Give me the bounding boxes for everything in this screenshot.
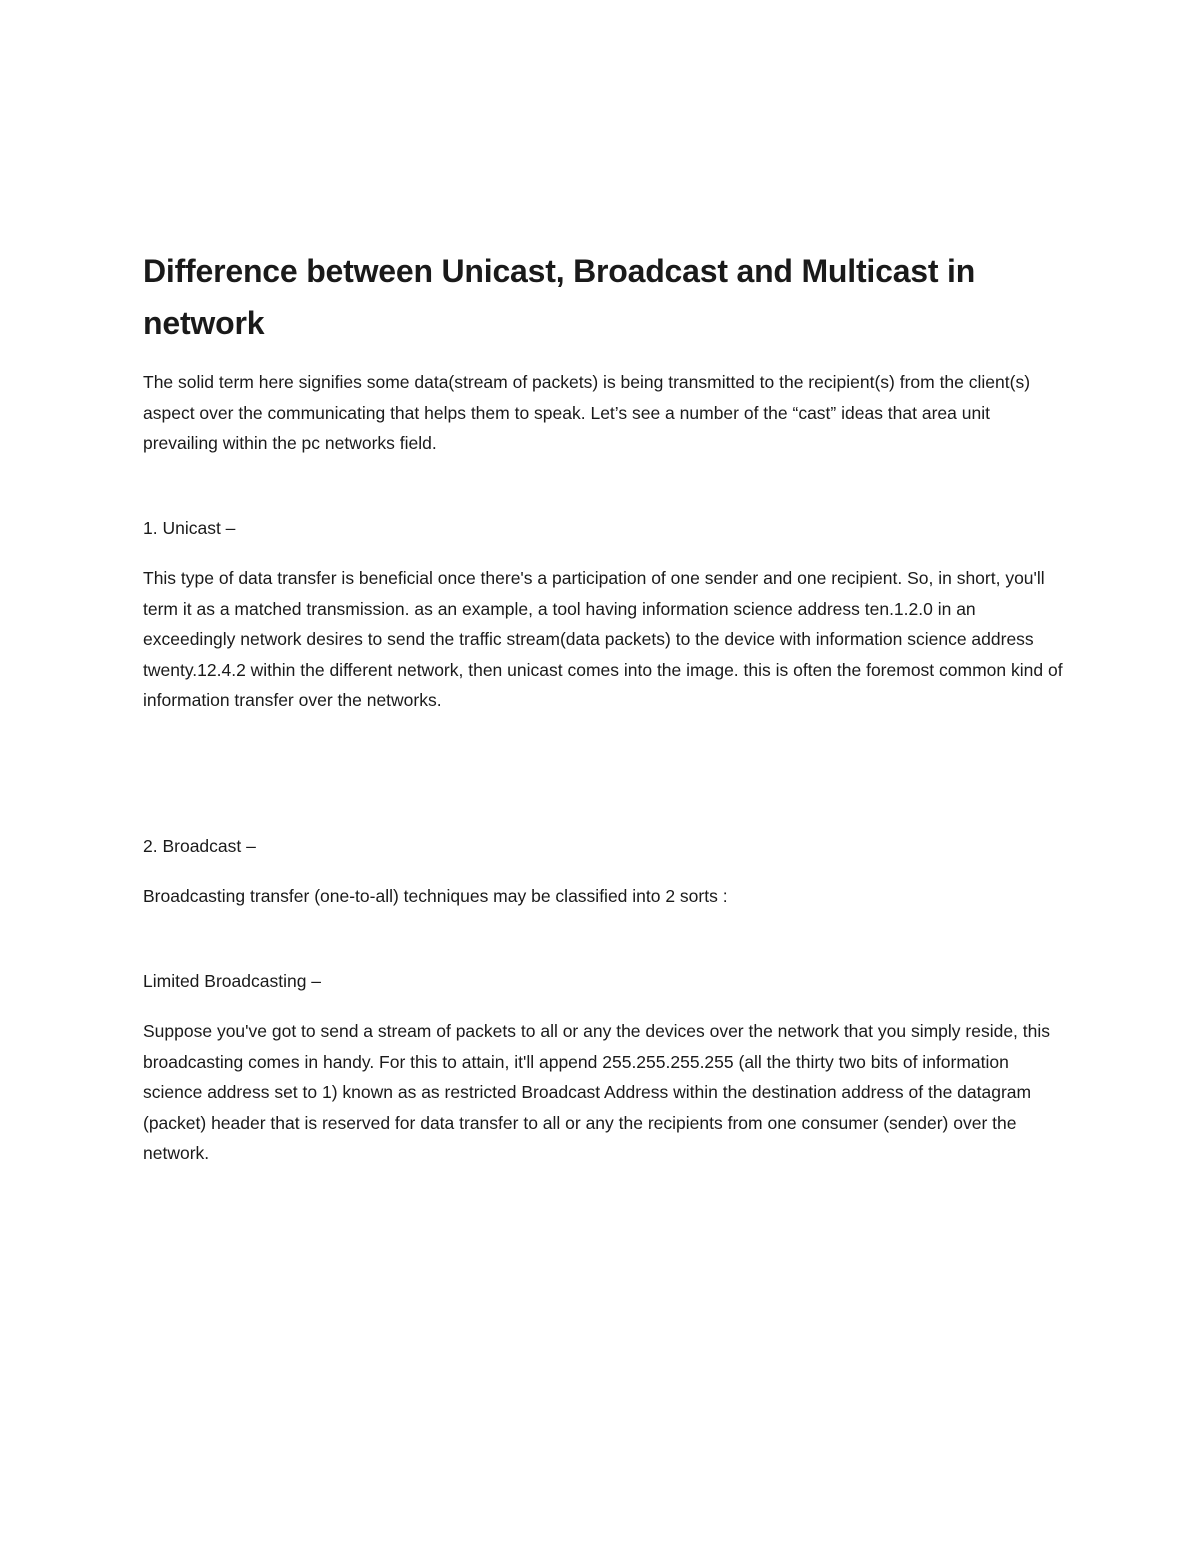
spacer bbox=[143, 543, 1063, 563]
section-heading-broadcast: 2. Broadcast – bbox=[143, 835, 256, 856]
section-heading-limited-broadcasting: Limited Broadcasting – bbox=[143, 970, 322, 991]
document-content bbox=[143, 245, 1063, 1169]
spacer bbox=[143, 459, 1063, 513]
document-title: Difference between Unicast, Broadcast and Multicast in network bbox=[143, 253, 976, 341]
section-body-limited-broadcasting: Suppose you've got to send a stream of packets to all or any the devices over the network that you simply reside, this broadcasting comes in handy. For this to attain, it'll append 255.255.255.255 (all the thirty two bits of information science address set to 1) known as as restricted Broadcast Address within the destination address of the datagram (packet) header that is reserved for data transfer to all or any the recipients from one consumer (sender) over the network. bbox=[143, 1021, 1051, 1163]
section-body-unicast: This type of data transfer is beneficial once there's a participation of one sender and one recipient. So, in short, you'll term it as a matched transmission. as an example, a tool having information science address ten.1.2.0 in an exceedingly network desires to send the traffic stream(data packets) to the device with information science address twenty.12.4.2 within the different network, then unicast comes into the image. this is often the foremost common kind of information transfer over the networks. bbox=[143, 568, 1063, 710]
spacer bbox=[143, 861, 1063, 881]
spacer bbox=[143, 996, 1063, 1016]
section-body-broadcast: Broadcasting transfer (one-to-all) techniques may be classified into 2 sorts : bbox=[143, 886, 728, 906]
spacer bbox=[143, 716, 1063, 831]
spacer bbox=[143, 912, 1063, 966]
intro-paragraph: The solid term here signifies some data(stream of packets) is being transmitted to the recipient(s) from the client(s) aspect over the communicating that helps them to speak. Let’s see a number of the “cast” ideas that area unit prevailing within the pc networks field. bbox=[143, 372, 1031, 453]
section-heading-unicast: 1. Unicast – bbox=[143, 517, 236, 538]
